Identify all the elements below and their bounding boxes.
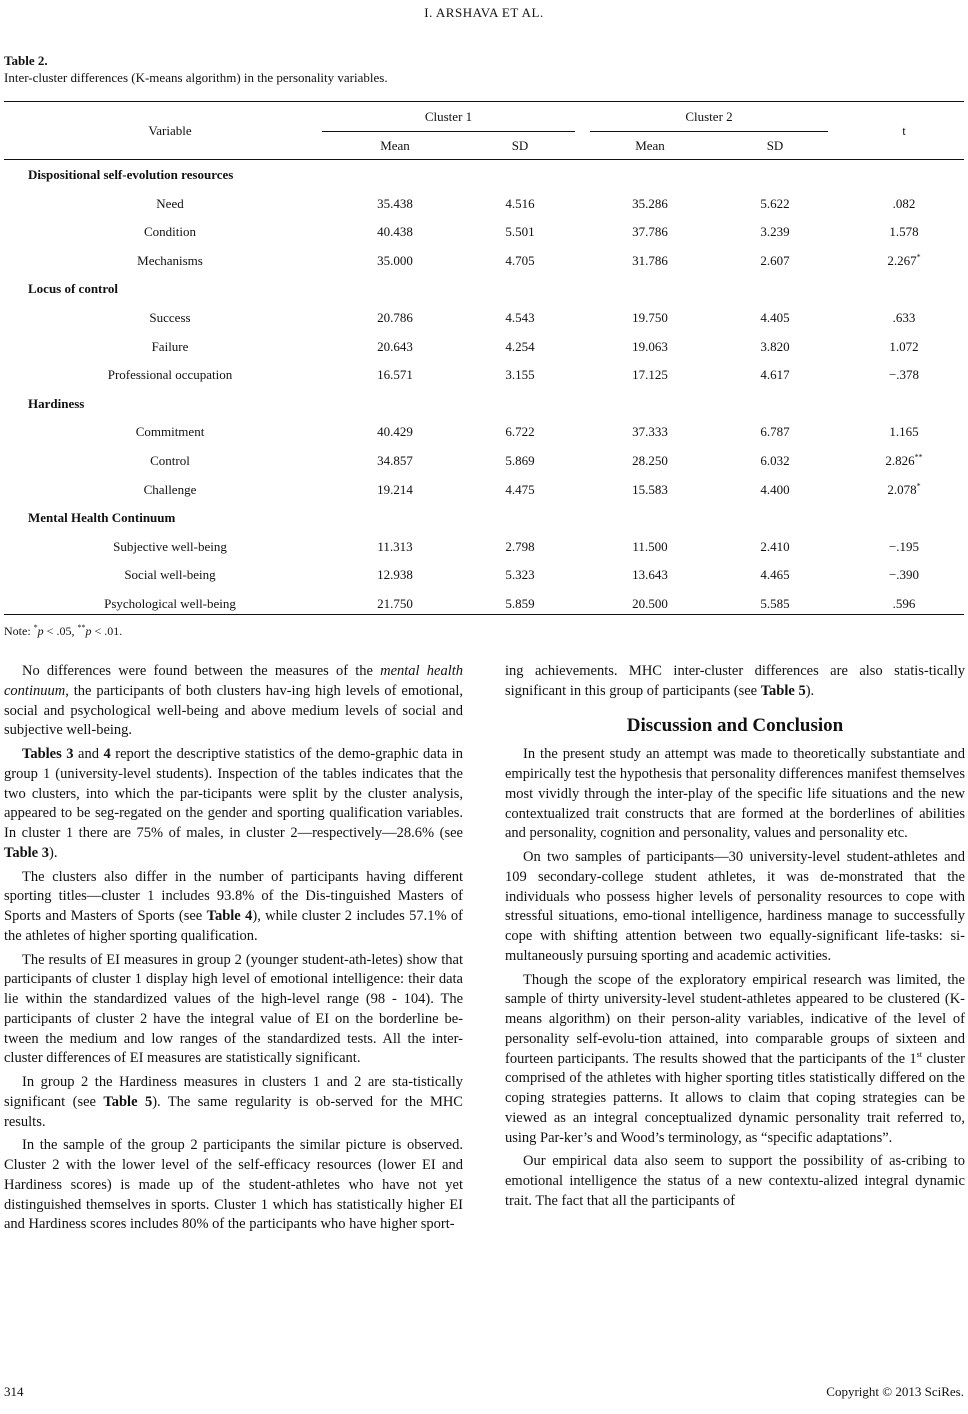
cell-mean1: 12.938 (377, 567, 413, 583)
table-row (0, 310, 968, 330)
col-header-cluster2: Cluster 2 (685, 109, 733, 124)
cell-t (845, 424, 963, 440)
cluster1-underline (322, 131, 575, 132)
paragraph: The clusters also differ in the number of participants having different sporting titles—cluster 1 includes 93.8% of the Dis-tinguished Masters of Sports and Masters of Sports (see Table 4), while cluster 2 includes 57.1% of the athletes of higher sporting qualification. (4, 868, 463, 944)
cell-t-value: 1.578 (889, 224, 919, 240)
cluster2-underline (590, 131, 828, 132)
table-group-label: Mental Health Continuum (28, 510, 176, 526)
col-header-mean2: Mean (635, 138, 665, 153)
paragraph: On two samples of participants—30 university-level student-athletes and 109 secondary-college student athletes, it was de-monstrated that the individuals who possess higher levels of personality resources to cope with stressful situations, emo-tional intelligence, hardiness manage to successfully cope with shifting attention between two equally-significant life-tasks: si-multaneously pursuing sporting and academic activities. (505, 849, 965, 964)
cell-mean2: 17.125 (632, 367, 668, 383)
table-row (0, 424, 968, 444)
cell-mean2: 37.333 (632, 424, 668, 440)
cell-mean1: 40.429 (377, 424, 413, 440)
cell-variable: Condition (143, 224, 196, 240)
cell-sd1: 5.859 (505, 596, 535, 611)
cell-t (845, 253, 963, 269)
copyright: Copyright © 2013 SciRes. (826, 1384, 964, 1399)
note-p2: p (85, 624, 92, 638)
cell-t-value: .596 (892, 596, 916, 611)
note-star1: * (33, 623, 38, 632)
note-text2: < .01. (91, 624, 123, 638)
cell-variable: Professional occupation (107, 367, 233, 383)
section-heading: Discussion and Conclusion (626, 714, 844, 736)
cell-t (845, 596, 963, 612)
cell-t (845, 196, 963, 212)
significance-marker: * (916, 481, 921, 491)
cell-sd1: 5.869 (505, 453, 535, 468)
cell-sd2: 3.239 (760, 224, 790, 240)
cell-mean2: 28.250 (632, 453, 668, 468)
table-bottom-rule (4, 614, 964, 615)
paragraph: Our empirical data also seem to support the possibility of as-cribing to emotional intelligence the status of a new contextu-alized integral dynamic trait. The fact that all the participants of (505, 1153, 965, 1209)
cell-mean1: 35.438 (377, 195, 413, 211)
table-title: Table 2. (4, 53, 48, 68)
cell-mean1: 40.438 (377, 224, 413, 240)
table-row (0, 453, 968, 473)
cell-mean1: 20.786 (377, 310, 413, 325)
cell-sd2: 2.607 (760, 252, 790, 268)
cell-mean1: 19.214 (377, 481, 413, 497)
paragraph: The results of EI measures in group 2 (younger student-ath-letes) show that participants of cluster 1 display high level of emotional intelligence: their data lie within the standardized values of the high-level range (98 - 104). The participants of cluster 2 have the integral value of EI on the borderline be-tween the medium and low ranges of the standardized tests. All the inter-cluster differences of EI measures are statistically significant. (4, 951, 463, 1067)
cell-t-value: 1.165 (889, 424, 919, 440)
cell-mean2: 13.643 (632, 567, 668, 583)
col-header-sd2: SD (766, 138, 784, 153)
running-header: I. ARSHAVA ET AL. (424, 5, 544, 20)
cell-mean2: 11.500 (632, 538, 668, 554)
cell-sd1: 5.501 (505, 224, 535, 240)
significance-marker: * (916, 252, 921, 262)
cell-sd2: 4.465 (760, 567, 790, 583)
table-row (0, 367, 968, 387)
cell-t-value: −.195 (888, 538, 920, 554)
cell-variable: Mechanisms (137, 252, 203, 268)
cell-sd2: 4.400 (760, 481, 790, 497)
cell-sd2: 5.622 (760, 195, 790, 211)
cell-variable: Success (149, 310, 191, 325)
cell-mean2: 20.500 (632, 596, 668, 611)
cell-sd2: 3.820 (760, 338, 790, 354)
cell-mean2: 35.286 (632, 195, 668, 211)
table-row (0, 596, 968, 616)
cell-variable: Psychological well-being (104, 596, 236, 611)
paragraph: ing achievements. MHC inter-cluster differences are also statis-tically significant in this group of participants (see Table 5). (505, 663, 965, 699)
cell-t-value: 2.078 (887, 481, 917, 497)
cell-sd1: 4.516 (505, 195, 535, 211)
cell-sd1: 3.155 (505, 367, 535, 383)
table-row (0, 196, 968, 216)
cell-t (845, 539, 963, 555)
cell-t (845, 339, 963, 355)
cell-mean2: 19.750 (632, 310, 668, 325)
cell-sd2: 5.585 (760, 596, 790, 611)
cell-sd2: 6.787 (760, 424, 790, 440)
cell-variable: Challenge (143, 481, 197, 497)
note-star2: ** (77, 623, 86, 632)
table-group-label: Locus of control (28, 281, 119, 297)
cell-t (845, 567, 963, 583)
col-header-mean1: Mean (380, 138, 410, 153)
page-number: 314 (4, 1384, 24, 1399)
cell-sd2: 4.405 (760, 310, 790, 325)
cell-mean1: 11.313 (377, 538, 413, 554)
cell-sd1: 5.323 (505, 567, 535, 583)
cell-mean1: 16.571 (377, 367, 413, 383)
cell-sd2: 2.410 (760, 538, 790, 554)
table-top-rule (4, 101, 964, 102)
col-header-sd1: SD (511, 138, 529, 153)
cell-t-value: .082 (892, 195, 916, 211)
paragraph: Tables 3 and 4 report the descriptive statistics of the demo-graphic data in group 1 (university-level students). Inspection of the tables indicates that the two clusters, into which the par-ticipants were split by the cluster analysis, appeared to be seg-regated on the gender and sporting qualification variables. In cluster 1 there are 75% of males, in cluster 2—respectively—28.6% (see Table 3). (4, 746, 464, 861)
paragraph: In the sample of the group 2 participants the similar picture is observed. Cluster 2 with the lower level of the self-efficacy resources (lower EI and Hardiness scores) is made up of the student-athletes who have not yet distinguished themselves in sports. Cluster 1 which has statistically higher EI and Hardiness scores includes 80% of the participants who have higher sport- (4, 1137, 463, 1233)
cell-sd2: 6.032 (760, 453, 790, 468)
cell-mean2: 19.063 (632, 338, 668, 354)
left-column (4, 662, 463, 1239)
cell-sd1: 4.705 (505, 252, 535, 268)
cell-t (845, 482, 963, 498)
cell-variable: Failure (151, 338, 189, 354)
table-group-label: Hardiness (28, 395, 85, 411)
cell-t-value: −.390 (888, 567, 920, 583)
cell-mean2: 37.786 (632, 224, 668, 240)
table-note (4, 624, 122, 639)
table-row (0, 339, 968, 359)
table-description: Inter-cluster differences (K-means algorithm) in the personality variables. (4, 70, 388, 85)
cell-t-value: 1.072 (889, 338, 919, 354)
right-column (505, 662, 965, 1216)
cell-variable: Subjective well-being (113, 538, 227, 554)
cell-t (845, 310, 963, 326)
table-row (0, 539, 968, 559)
paragraph: In the present study an attempt was made to theoretically substantiate and empirically test the hypothesis that personality differences manifest themselves most vividly through the inter-play of the specific life situations and the new contextualized trait constructs that are formed at the borderlines of abilities and personality, cognition and personality, values and personality etc. (505, 746, 965, 842)
table-header-rule (4, 159, 964, 160)
cell-mean2: 31.786 (632, 252, 668, 268)
cell-t (845, 453, 963, 469)
cell-sd1: 4.543 (505, 310, 535, 325)
table-group-label: Dispositional self-evolution resources (28, 167, 234, 182)
col-header-variable: Variable (148, 123, 192, 138)
col-header-cluster1: Cluster 1 (424, 109, 473, 124)
cell-mean1: 21.750 (377, 596, 413, 611)
cell-mean1: 35.000 (377, 252, 413, 268)
cell-sd1: 2.798 (505, 538, 535, 554)
cell-variable: Control (150, 453, 190, 468)
cell-sd1: 4.254 (505, 338, 535, 354)
col-header-t: t (902, 123, 906, 138)
cell-t (845, 367, 963, 383)
note-p1: p (37, 624, 44, 638)
cell-t-value: −.378 (888, 367, 920, 383)
cell-t-value: .633 (892, 310, 916, 325)
cell-sd1: 6.722 (505, 424, 535, 440)
cell-sd2: 4.617 (760, 367, 790, 383)
table-row (0, 253, 968, 273)
cell-variable: Need (156, 195, 184, 211)
cell-mean2: 15.583 (632, 481, 668, 497)
paragraph: In group 2 the Hardiness measures in clusters 1 and 2 are sta-tistically significant (see Table 5). The same regularity is ob-served for the MHC results. (4, 1074, 463, 1130)
cell-mean1: 34.857 (377, 453, 413, 468)
cell-variable: Commitment (135, 424, 205, 440)
cell-variable: Social well-being (124, 567, 216, 583)
paragraph: No differences were found between the measures of the mental health continuum, the participants of both clusters hav-ing high levels of emotional, social and psychological well-being and above medium levels of social and subjective well-being. (4, 663, 463, 739)
cell-t (845, 224, 963, 240)
note-prefix: Note: (4, 624, 31, 638)
table-row (0, 567, 968, 587)
cell-t-value: 2.267 (887, 252, 917, 268)
paragraph: Though the scope of the exploratory empirical research was limited, the sample of thirty university-level student-athletes appeared to be clustered (K-means algorithm) on their person-ality variables, indicative of the level of personality self-evolu-tion attained, into comparable groups of sixteen and fourteen participants. The results showed that the participants of the 1st cluster comprised of the athletes with higher sporting titles statistically differed on the coping strategies patterns. It allows to claim that coping strategies can be viewed as an integral conceptualized dynamic personality trait referred to, using Par-ker’s and Wood’s terminology, as “specific adaptations”. (505, 971, 965, 1146)
table-row (0, 482, 968, 502)
note-text1: < .05, (43, 624, 78, 638)
cell-sd1: 4.475 (505, 481, 535, 497)
cell-t-value: 2.826 (885, 453, 915, 468)
cell-mean1: 20.643 (377, 338, 413, 354)
table-row (0, 224, 968, 244)
significance-marker: ** (914, 452, 923, 462)
